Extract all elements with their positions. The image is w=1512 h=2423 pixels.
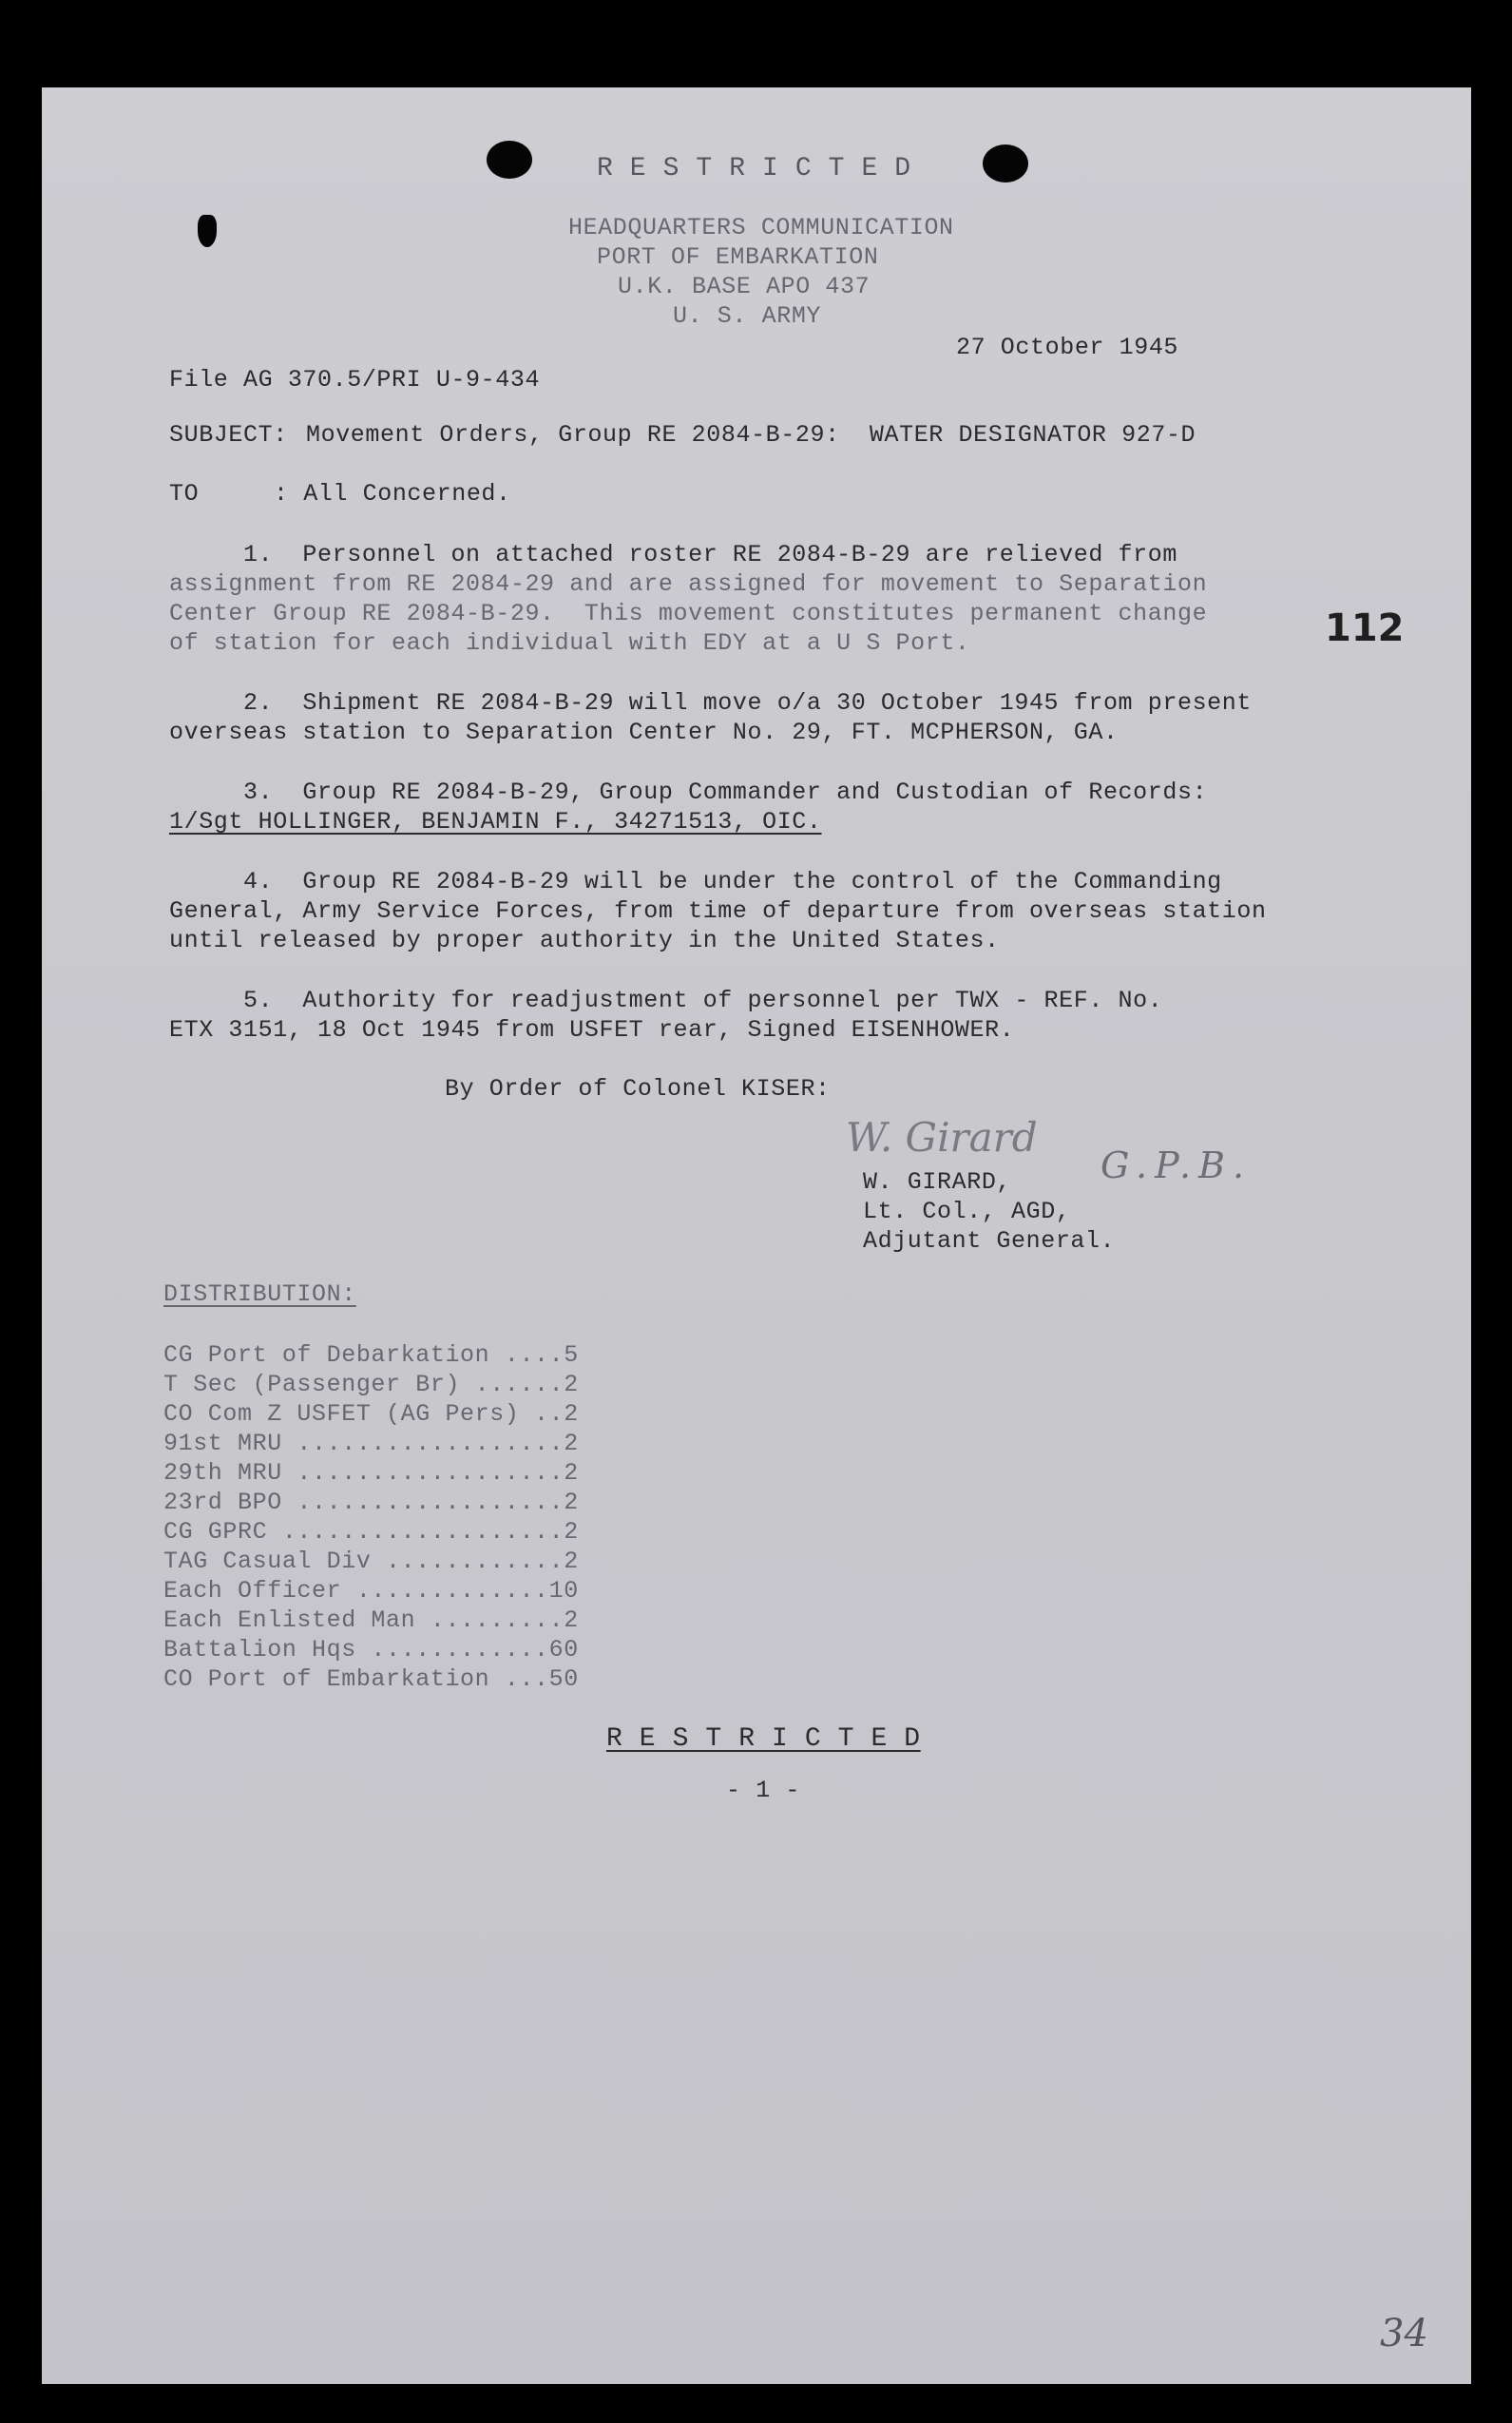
distribution-item: Each Enlisted Man .........2 (163, 1606, 579, 1634)
document-page (42, 87, 1471, 2384)
distribution-item: CG Port of Debarkation ....5 (163, 1341, 579, 1369)
distribution-item: CO Port of Embarkation ...50 (163, 1665, 579, 1693)
file-reference: File AG 370.5/PRI U-9-434 (169, 366, 541, 394)
header-line: PORT OF EMBARKATION (597, 243, 879, 271)
paragraph-line: of station for each individual with EDY at a U S Port. (169, 629, 970, 657)
classification-top: R E S T R I C T E D (597, 154, 911, 183)
distribution-item: TAG Casual Div ............2 (163, 1548, 579, 1575)
distribution-item: 91st MRU ..................2 (163, 1430, 579, 1457)
classification-bottom: R E S T R I C T E D (606, 1724, 921, 1754)
distribution-item: 29th MRU ..................2 (163, 1459, 579, 1487)
document-number: 112 (1325, 606, 1405, 650)
paragraph-line: until released by proper authority in the United States. (169, 927, 1000, 954)
document-date: 27 October 1945 (956, 334, 1179, 361)
paragraph-line: General, Army Service Forces, from time of departure from overseas station (169, 897, 1267, 925)
signature-name: W. GIRARD, (863, 1168, 1012, 1196)
distribution-item: Battalion Hqs ............60 (163, 1636, 579, 1663)
header-line: U. S. ARMY (673, 302, 822, 330)
header-line: U.K. BASE APO 437 (618, 273, 871, 300)
to-label: TO (169, 480, 200, 508)
distribution-title: DISTRIBUTION: (163, 1280, 356, 1308)
paragraph-line: 1. Personnel on attached roster RE 2084-B-29 are relieved from (169, 541, 1177, 568)
corner-mark: 34 (1380, 2312, 1428, 2356)
paragraph-line: Center Group RE 2084-B-29. This movement constitutes permanent change (169, 600, 1208, 627)
distribution-item: T Sec (Passenger Br) ......2 (163, 1371, 579, 1398)
to-text: : All Concerned. (274, 480, 511, 508)
distribution-item: Each Officer .............10 (163, 1577, 579, 1605)
paragraph-line: 4. Group RE 2084-B-29 will be under the control of the Commanding (169, 868, 1222, 895)
paragraph-line: 2. Shipment RE 2084-B-29 will move o/a 30 October 1945 from present (169, 689, 1252, 717)
handwritten-signature: W. Girard (846, 1114, 1038, 1161)
distribution-item: CG GPRC ...................2 (163, 1518, 579, 1546)
paragraph-line: ETX 3151, 18 Oct 1945 from USFET rear, Signed EISENHOWER. (169, 1016, 1015, 1044)
margin-mark (198, 215, 217, 247)
paragraph-line: 3. Group RE 2084-B-29, Group Commander and Custodian of Records: (169, 779, 1208, 806)
paragraph-line: overseas station to Separation Center No. 29, FT. MCPHERSON, GA. (169, 719, 1119, 746)
handwritten-initials: G.P.B. (1101, 1144, 1253, 1186)
subject-label: SUBJECT: (169, 421, 288, 449)
distribution-item: CO Com Z USFET (AG Pers) ..2 (163, 1400, 579, 1428)
order-line: By Order of Colonel KISER: (445, 1075, 831, 1103)
paragraph-line: 5. Authority for readjustment of personnel per TWX - REF. No. (169, 987, 1163, 1014)
header-line: HEADQUARTERS COMMUNICATION (568, 214, 954, 241)
punch-hole-right (983, 144, 1028, 183)
page-number: - 1 - (726, 1777, 801, 1804)
signature-title: Adjutant General. (863, 1227, 1116, 1255)
custodian-line: 1/Sgt HOLLINGER, BENJAMIN F., 34271513, OIC. (169, 808, 822, 836)
signature-rank: Lt. Col., AGD, (863, 1198, 1071, 1225)
paragraph-line: assignment from RE 2084-29 and are assigned for movement to Separation (169, 570, 1208, 598)
distribution-item: 23rd BPO ..................2 (163, 1489, 579, 1516)
subject-text: Movement Orders, Group RE 2084-B-29: WATER DESIGNATOR 927-D (306, 421, 1196, 449)
punch-hole-left (487, 141, 532, 179)
